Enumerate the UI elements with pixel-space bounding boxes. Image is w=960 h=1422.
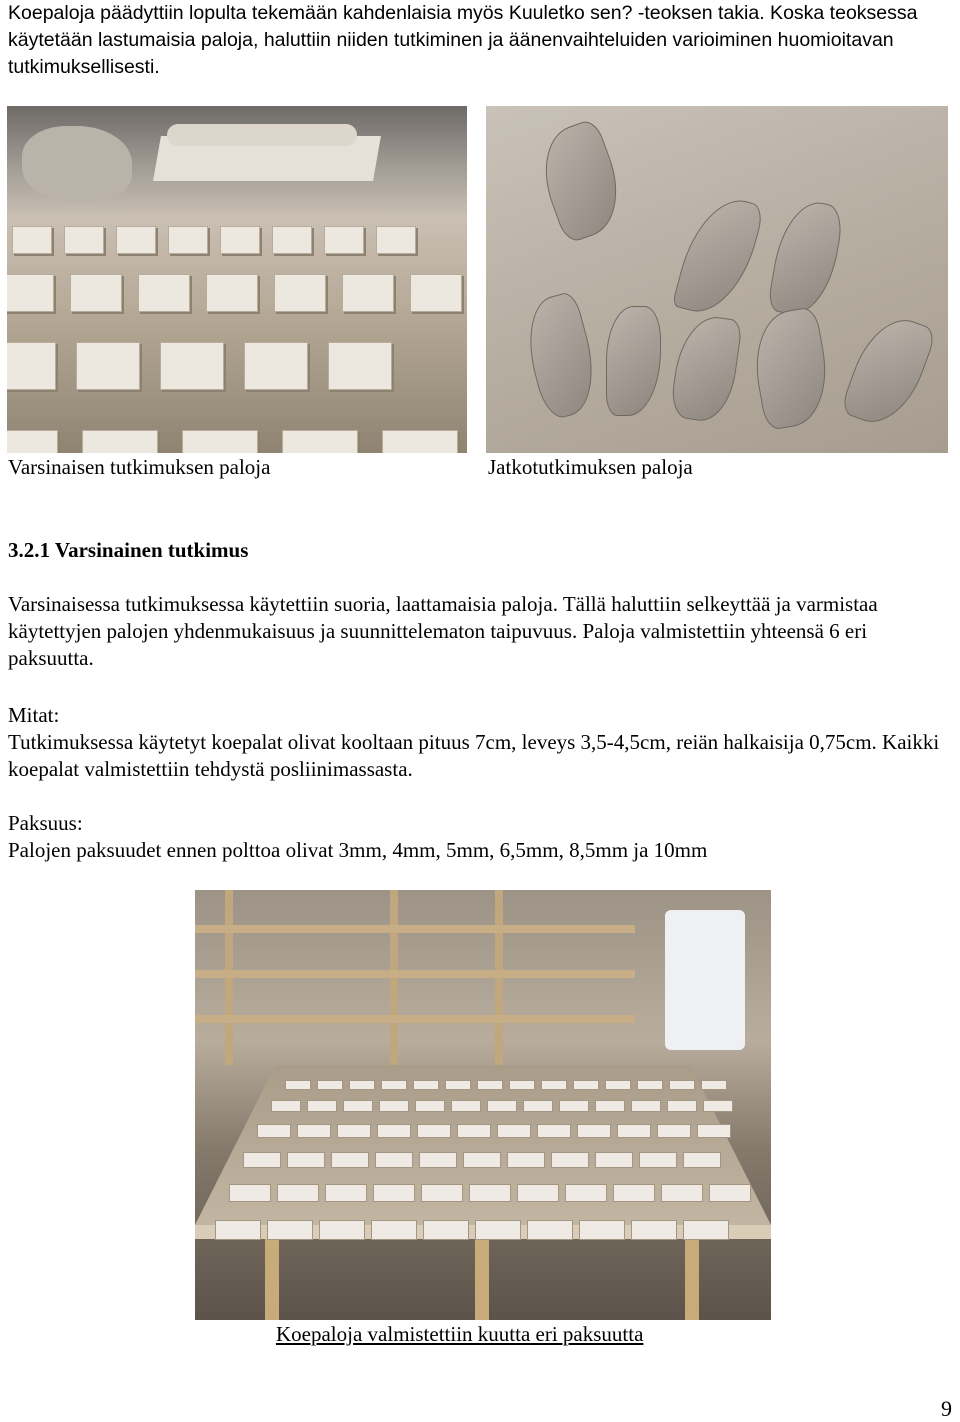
caption-workshop: Koepaloja valmistettiin kuutta eri paksuutta	[276, 1322, 644, 1346]
caption-follow-up-research: Jatkotutkimuksen paloja	[488, 455, 693, 479]
clay-tile	[160, 342, 224, 390]
clay-tile	[7, 274, 54, 312]
table-leg	[685, 1239, 699, 1320]
clay-tile	[382, 430, 458, 453]
clay-tile	[324, 226, 364, 254]
clay-tile	[577, 1124, 611, 1138]
clay-tile	[559, 1100, 589, 1112]
clay-tile	[229, 1184, 271, 1202]
intro-paragraph: Koepaloja päädyttiin lopulta tekemään kahdenlaisia myös Kuuletko sen? -teoksen takia. Koska teoksessa käytetään lastumaisia paloja, haluttiin niiden tutkiminen ja äänenvaihteluiden varioiminen huomioitavan tutkimuksellisesti.	[8, 2, 918, 78]
curved-piece	[766, 197, 845, 321]
clay-tile	[463, 1152, 501, 1168]
clay-tile	[605, 1080, 631, 1090]
clay-tile	[423, 1220, 469, 1240]
clay-tile	[517, 1184, 559, 1202]
clay-tile	[257, 1124, 291, 1138]
thickness-label: Paksuus:	[8, 811, 83, 835]
clay-tile	[244, 342, 308, 390]
clay-tile	[639, 1152, 677, 1168]
clay-tile	[337, 1124, 371, 1138]
clay-tile	[182, 430, 258, 453]
clay-tile	[661, 1184, 703, 1202]
clay-tile	[709, 1184, 751, 1202]
clay-tile	[637, 1080, 663, 1090]
clay-tile	[657, 1124, 691, 1138]
clay-tile	[527, 1220, 573, 1240]
clay-tile	[541, 1080, 567, 1090]
clay-tile	[267, 1220, 313, 1240]
clay-tile	[523, 1100, 553, 1112]
clay-tile	[497, 1124, 531, 1138]
section-heading: 3.2.1 Varsinainen tutkimus	[8, 538, 249, 562]
clay-tile	[373, 1184, 415, 1202]
table-leg	[265, 1239, 279, 1320]
curved-piece	[747, 306, 836, 431]
tile-grid	[7, 226, 467, 453]
clay-tile	[342, 274, 394, 312]
clay-tile	[631, 1220, 677, 1240]
clay-tile	[417, 1124, 451, 1138]
clay-tile	[697, 1124, 731, 1138]
clay-tile	[565, 1184, 607, 1202]
measures-text: Tutkimuksessa käytetyt koepalat olivat kooltaan pituus 7cm, leveys 3,5-4,5cm, reiän halkaisija 0,75cm. Kaikki koepalat valmistettiin tehdystä posliinimassasta.	[8, 730, 940, 781]
clay-tile	[317, 1080, 343, 1090]
curved-piece	[529, 117, 632, 244]
clay-tile	[138, 274, 190, 312]
photo-workshop-table	[195, 890, 771, 1320]
clay-tile	[507, 1152, 545, 1168]
clay-tile	[285, 1080, 311, 1090]
clay-tile	[277, 1184, 319, 1202]
clay-tile	[421, 1184, 463, 1202]
thickness-text: Palojen paksuudet ennen polttoa olivat 3mm, 4mm, 5mm, 6,5mm, 8,5mm ja 10mm	[8, 838, 708, 862]
clay-tile	[12, 226, 52, 254]
clay-tile	[168, 226, 208, 254]
clay-tile	[487, 1100, 517, 1112]
clay-tile	[343, 1100, 373, 1112]
clay-tile	[509, 1080, 535, 1090]
clay-tile	[7, 342, 56, 390]
rolling-pin	[167, 124, 357, 146]
clay-tile	[274, 274, 326, 312]
clay-tile	[631, 1100, 661, 1112]
clay-tile	[410, 274, 462, 312]
curved-piece	[839, 308, 938, 434]
clay-tile	[76, 342, 140, 390]
clay-tile	[419, 1152, 457, 1168]
clay-tile	[272, 226, 312, 254]
clay-tile	[595, 1100, 625, 1112]
clay-tile	[445, 1080, 471, 1090]
clay-tile	[683, 1220, 729, 1240]
clay-tile	[349, 1080, 375, 1090]
table-leg	[475, 1239, 489, 1320]
clay-tile	[287, 1152, 325, 1168]
clay-tile	[82, 430, 158, 453]
clay-tile	[573, 1080, 599, 1090]
clay-tile	[617, 1124, 651, 1138]
clay-tile	[116, 226, 156, 254]
shelf	[195, 970, 635, 978]
clay-tile	[381, 1080, 407, 1090]
clay-tile	[70, 274, 122, 312]
clay-tile	[701, 1080, 727, 1090]
curved-piece	[672, 190, 766, 323]
curved-piece	[516, 290, 605, 421]
clay-tile	[469, 1184, 511, 1202]
clay-tile	[475, 1220, 521, 1240]
clay-tile	[667, 1100, 697, 1112]
caption-original-research: Varsinaisen tutkimuksen paloja	[8, 455, 271, 479]
clay-tile	[376, 226, 416, 254]
clay-tile	[215, 1220, 261, 1240]
clay-tile	[477, 1080, 503, 1090]
section-paragraph: Varsinaisessa tutkimuksessa käytettiin suoria, laattamaisia paloja. Tällä haluttiin selkeyttää ja varmistaa käytettyjen palojen yhdenmukaisuus ja suunnittelematon taipuvuus. Paloja valmistettiin yhteensä 6 eri paksuutta.	[8, 592, 878, 670]
curved-piece	[669, 312, 743, 424]
shelf	[195, 925, 635, 933]
clay-lump	[22, 126, 132, 201]
clay-tile	[206, 274, 258, 312]
page-number: 9	[941, 1396, 952, 1421]
clay-tile	[282, 430, 358, 453]
photo-follow-up-research-pieces	[486, 106, 948, 453]
measures-label: Mitat:	[8, 703, 60, 727]
clay-tile	[375, 1152, 413, 1168]
clay-tile	[703, 1100, 733, 1112]
clay-tile	[297, 1124, 331, 1138]
clay-tile	[328, 342, 392, 390]
clay-tile	[551, 1152, 589, 1168]
clay-tile	[220, 226, 260, 254]
clay-tile	[325, 1184, 367, 1202]
clay-tile	[371, 1220, 417, 1240]
photo-original-research-tiles	[7, 106, 467, 453]
clay-tile	[683, 1152, 721, 1168]
clay-tile	[537, 1124, 571, 1138]
clay-tile	[579, 1220, 625, 1240]
clay-tile	[271, 1100, 301, 1112]
clay-tile	[379, 1100, 409, 1112]
clay-tile	[243, 1152, 281, 1168]
clay-tile	[319, 1220, 365, 1240]
bucket	[665, 910, 745, 1050]
clay-tile	[413, 1080, 439, 1090]
clay-tile	[415, 1100, 445, 1112]
clay-tile	[451, 1100, 481, 1112]
curved-piece	[606, 306, 661, 416]
clay-tile	[307, 1100, 337, 1112]
clay-tile	[7, 430, 58, 453]
clay-tile	[457, 1124, 491, 1138]
clay-tile	[595, 1152, 633, 1168]
shelf	[195, 1015, 635, 1023]
clay-tile	[331, 1152, 369, 1168]
clay-tile	[669, 1080, 695, 1090]
clay-tile	[613, 1184, 655, 1202]
clay-tile	[377, 1124, 411, 1138]
clay-tile	[64, 226, 104, 254]
